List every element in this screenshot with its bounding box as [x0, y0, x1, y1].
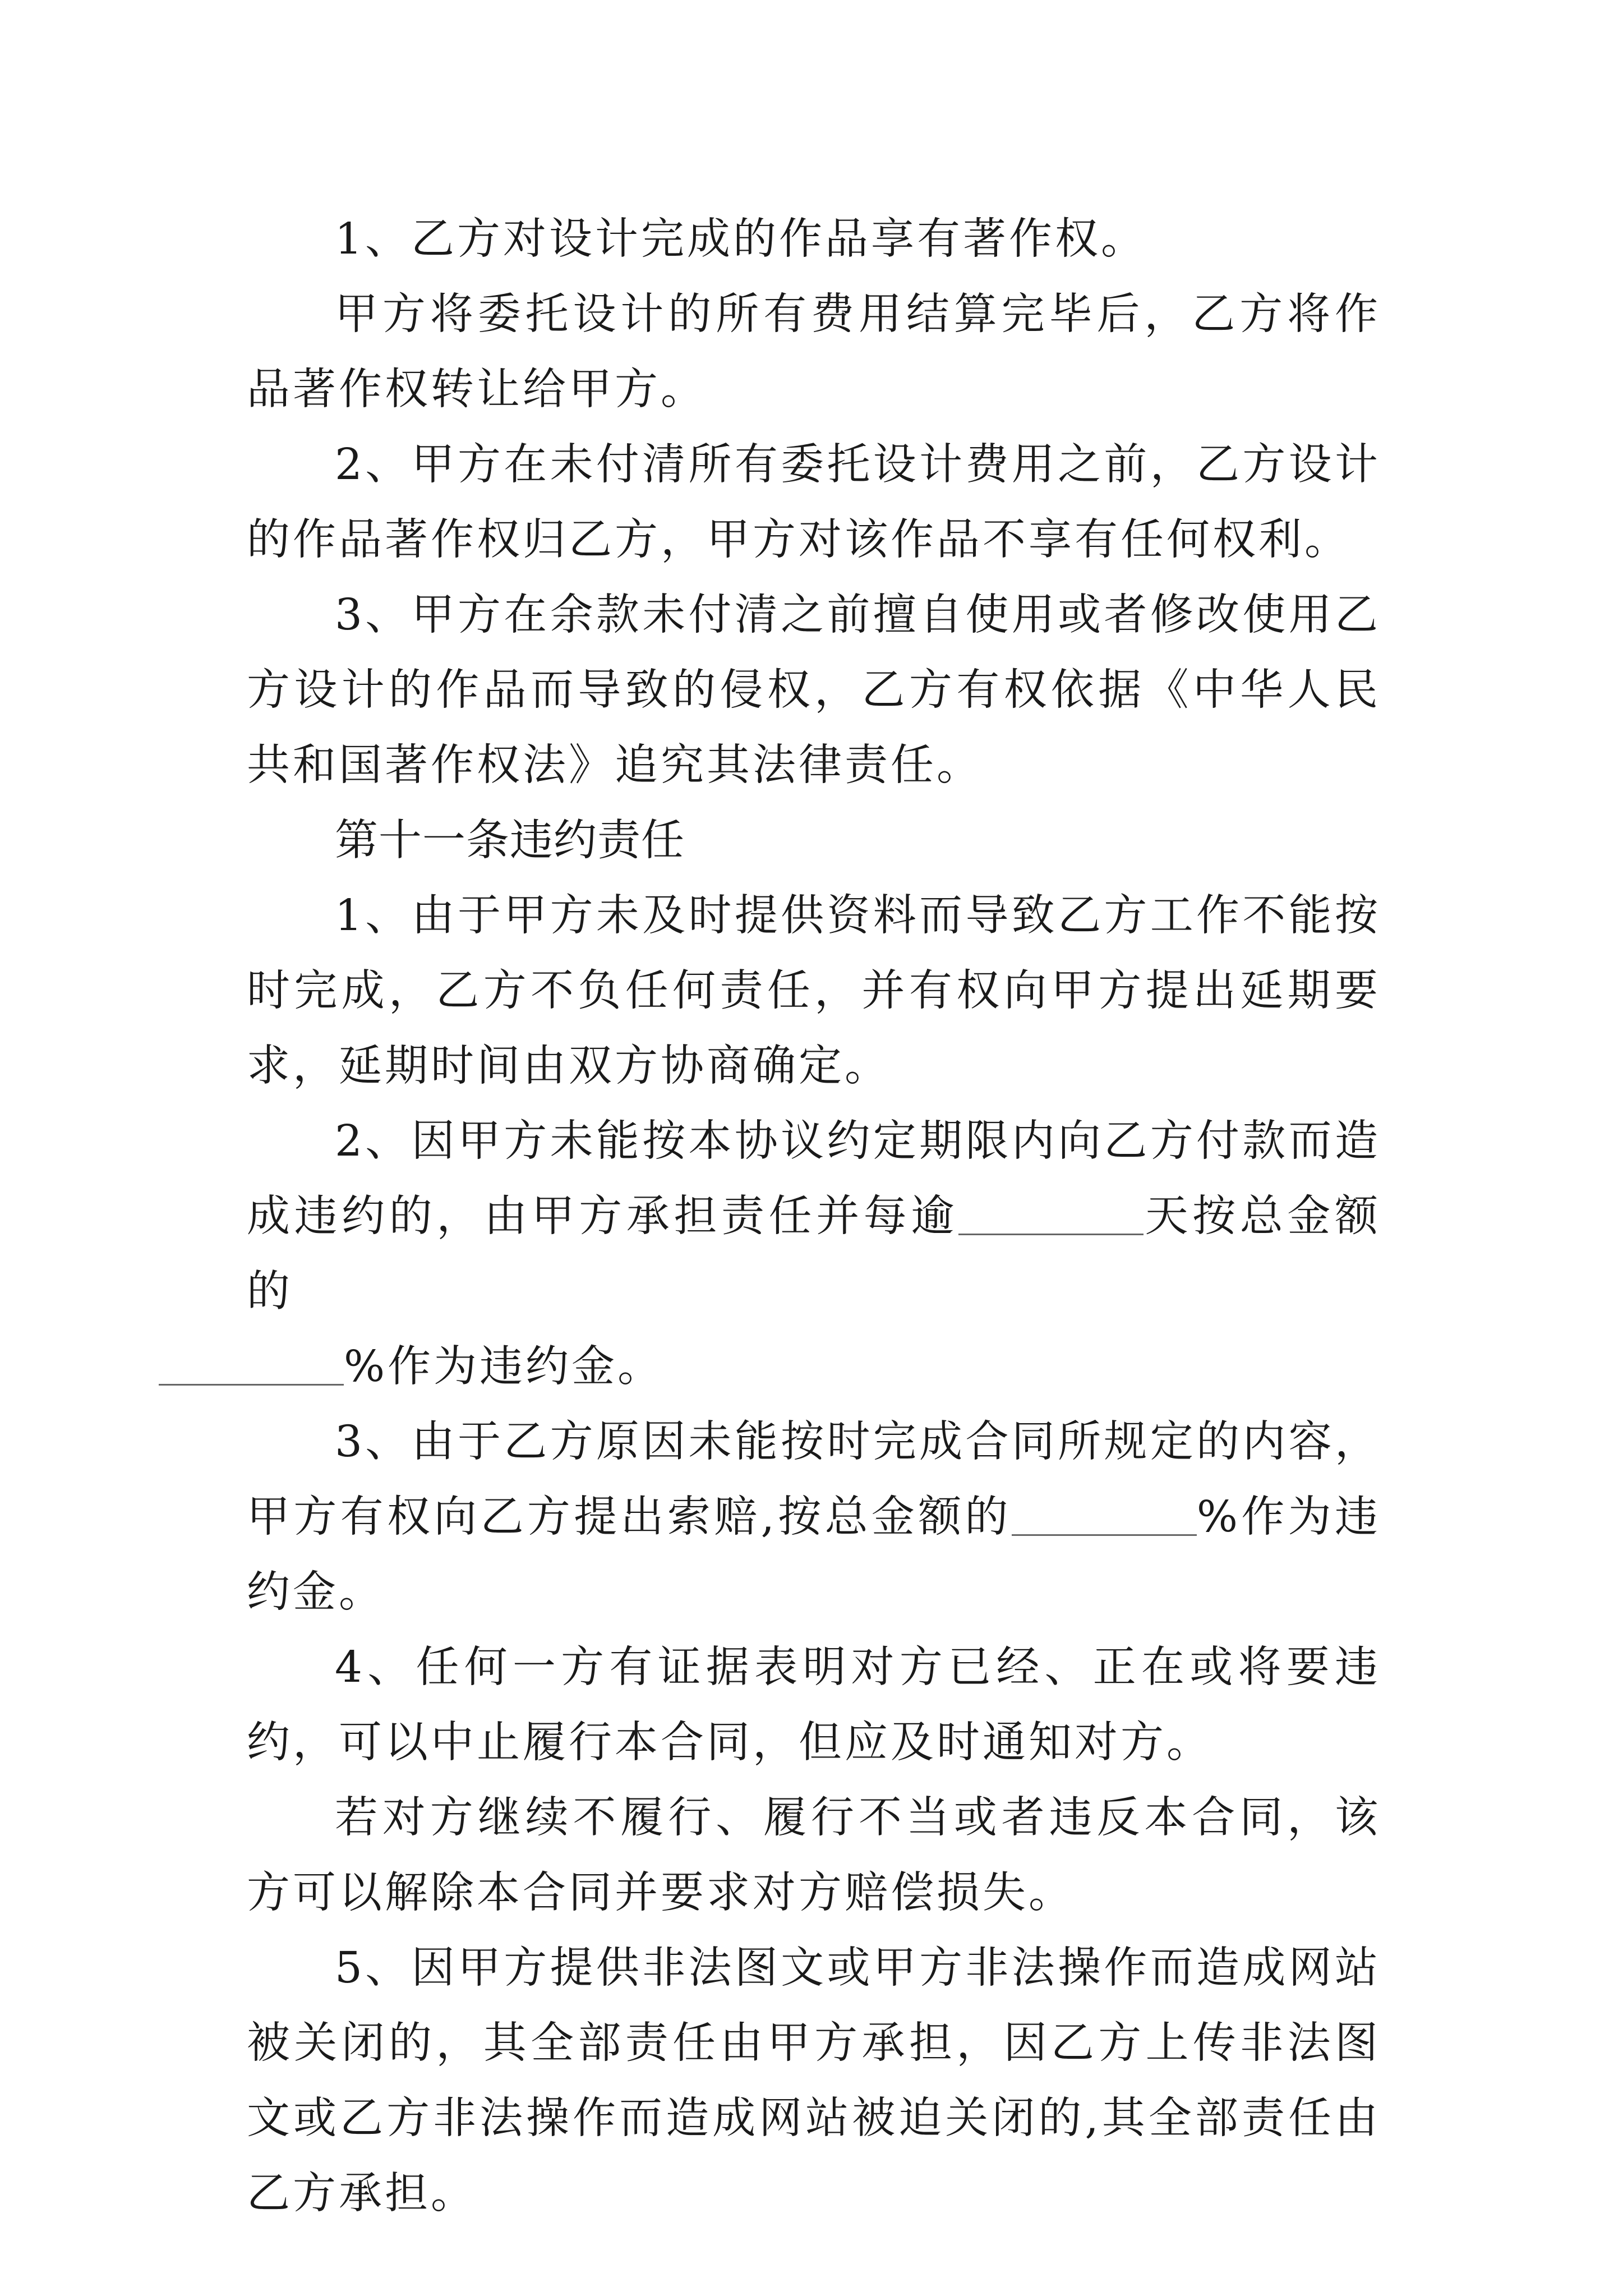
paragraph-breach-4: 4、任何一方有证据表明对方已经、正在或将要违约，可以中止履行本合同，但应及时通知对方。 [247, 1642, 1381, 1768]
paragraph-copyright-2: 2、甲方在未付清所有委托设计费用之前，乙方设计的作品著作权归乙方，甲方对该作品不享有任何权利。 [247, 440, 1381, 565]
blank-days-field[interactable] [958, 1194, 1144, 1235]
document-page [247, 202, 1381, 2231]
section-heading-breach: 第十一条违约责任 [335, 816, 685, 866]
breach-2-text-b: 天按总金额的 [247, 1191, 1381, 1317]
breach-3-text-b: %作为违约金。 [247, 1492, 1381, 1617]
breach-2-text-a: 2、因甲方未能按本协议约定期限内向乙方付款而造成违约的，由甲方承担责任并每逾 [247, 1116, 1381, 1241]
paragraph-copyright-transfer: 甲方将委托设计的所有费用结算完毕后，乙方将作品著作权转让给甲方。 [247, 289, 1381, 415]
paragraph-copyright-1: 1、乙方对设计完成的作品享有著作权。 [335, 214, 1147, 264]
blank-percent-field[interactable] [159, 1345, 344, 1386]
paragraph-breach-3 [247, 1405, 1381, 1630]
paragraph-breach-4-cont: 若对方继续不履行、履行不当或者违反本合同，该方可以解除本合同并要求对方赔偿损失。 [247, 1793, 1381, 1918]
breach-3-text-a: 3、由于乙方原因未能按时完成合同所规定的内容，甲方有权向乙方提出索赔,按总金额的 [247, 1417, 1381, 1542]
paragraph-breach-5: 5、因甲方提供非法图文或甲方非法操作而造成网站被关闭的，其全部责任由甲方承担，因乙方上传非法图文或乙方非法操作而造成网站被迫关闭的,其全部责任由乙方承担。 [247, 1943, 1381, 2219]
blank-percent-field-2[interactable] [1012, 1495, 1197, 1536]
paragraph-breach-1: 1、由于甲方未及时提供资料而导致乙方工作不能按时完成，乙方不负任何责任，并有权向甲方提出延期要求，延期时间由双方协商确定。 [247, 891, 1381, 1091]
breach-2-text-c: %作为违约金。 [344, 1342, 664, 1392]
paragraph-breach-2 [247, 1104, 1381, 1405]
paragraph-copyright-3: 3、甲方在余款未付清之前擅自使用或者修改使用乙方设计的作品而导致的侵权，乙方有权依据《中华人民共和国著作权法》追究其法律责任。 [247, 590, 1381, 790]
